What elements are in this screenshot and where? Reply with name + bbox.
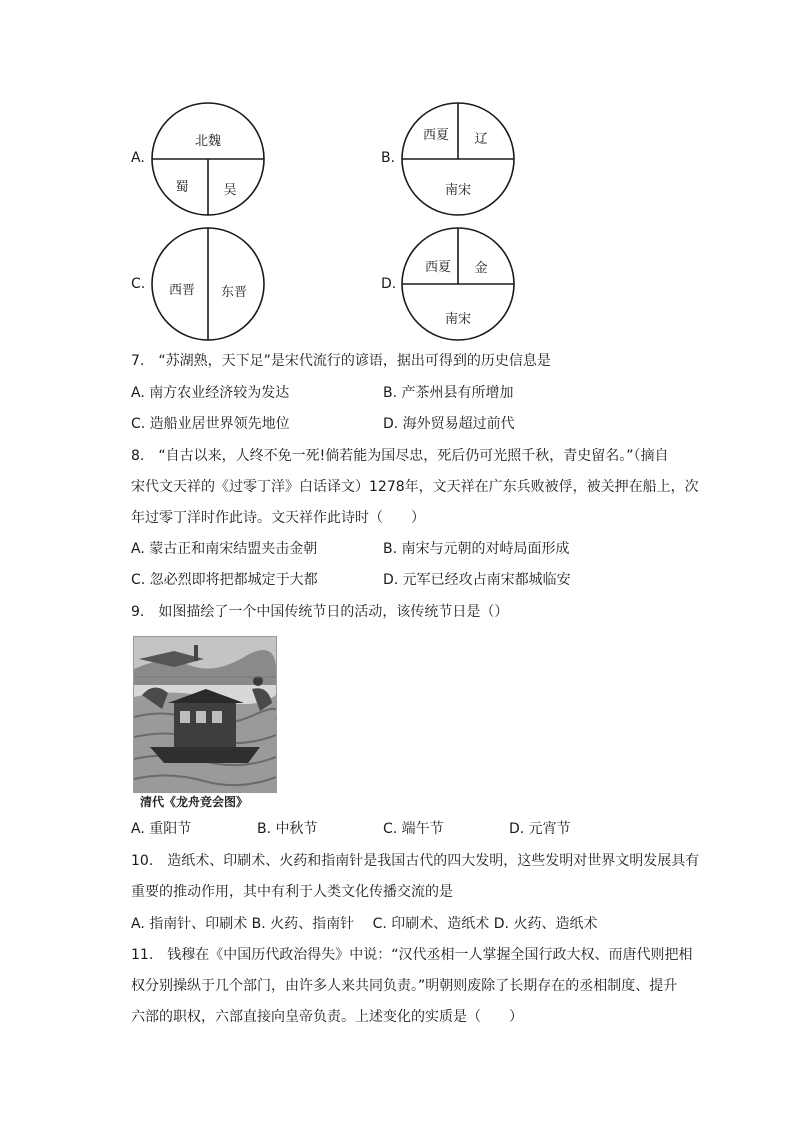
question-8-option-d[interactable]: D. 元军已经攻占南宋都城临安 xyxy=(383,572,571,588)
question-8-stem-line: 年过零丁洋时作此诗。文天祥作此诗时（ ） xyxy=(131,510,425,526)
question-9-option-d[interactable]: D. 元宵节 xyxy=(509,821,571,837)
region-label: 金 xyxy=(474,261,488,276)
question-10-stem-line: 10. 造纸术、印刷术、火药和指南针是我国古代的四大发明，这些发明对世界文明发展具有 xyxy=(131,853,700,869)
question-8-option-b[interactable]: B. 南宋与元朝的对峙局面形成 xyxy=(383,541,570,557)
option-b-diagram xyxy=(400,101,516,217)
question-9-stem: 9. 如图描绘了一个中国传统节日的活动，该传统节日是（） xyxy=(131,604,509,620)
question-7-option-a[interactable]: A. 南方农业经济较为发达 xyxy=(131,385,290,401)
option-d-diagram xyxy=(400,226,516,342)
region-label: 西夏 xyxy=(424,260,452,275)
question-8-stem-line: 宋代文天祥的《过零丁洋》白话译文）1278年，文天祥在广东兵败被俘，被关押在船上，次 xyxy=(131,479,699,495)
question-11-stem-line: 11. 钱穆在《中国历代政治得失》中说：“汉代丞相一人掌握全国行政大权、而唐代则把相 xyxy=(131,947,693,963)
option-c-diagram xyxy=(150,226,266,342)
question-11-stem-line: 六部的职权，六部直接向皇帝负责。上述变化的实质是（ ） xyxy=(131,1009,523,1025)
question-8-option-c[interactable]: C. 忽必烈即将把都城定于大都 xyxy=(131,572,318,588)
region-label: 南宋 xyxy=(444,183,472,198)
option-d-letter: D. xyxy=(381,276,397,292)
question-9-option-c[interactable]: C. 端午节 xyxy=(383,821,444,837)
question-8-option-a[interactable]: A. 蒙古正和南宋结盟夹击金朝 xyxy=(131,541,318,557)
region-label: 东晋 xyxy=(220,285,248,300)
question-8-stem-line: 8. “自古以来，人终不免一死!倘若能为国尽忠，死后仍可光照千秋，青史留名。”（摘自 xyxy=(131,448,669,464)
region-label: 蜀 xyxy=(175,180,189,195)
question-11-stem-line: 权分别操纵于几个部门，由许多人来共同负责。”明朝则废除了长期存在的丞相制度、提升 xyxy=(131,978,678,994)
question-7-option-c[interactable]: C. 造船业居世界领先地位 xyxy=(131,416,290,432)
question-7-option-b[interactable]: B. 产茶州县有所增加 xyxy=(383,385,514,401)
option-c-letter: C. xyxy=(131,276,146,292)
question-7-option-d[interactable]: D. 海外贸易超过前代 xyxy=(383,416,515,432)
option-a-diagram xyxy=(150,101,266,217)
question-7-stem: 7. “苏湖熟，天下足”是宋代流行的谚语，据出可得到的历史信息是 xyxy=(131,353,551,369)
option-b-letter: B. xyxy=(381,150,396,166)
region-label: 西晋 xyxy=(168,283,196,298)
painting-caption: 清代《龙舟竞会图》 xyxy=(140,795,249,809)
question-9-option-a[interactable]: A. 重阳节 xyxy=(131,821,192,837)
region-label: 北魏 xyxy=(194,134,222,149)
question-10-options[interactable]: A. 指南针、印刷术 B. 火药、指南针 C. 印刷术、造纸术 D. 火药、造纸术 xyxy=(131,916,598,932)
question-9-option-b[interactable]: B. 中秋节 xyxy=(257,821,318,837)
region-label: 南宋 xyxy=(444,312,472,327)
question-10-stem-line: 重要的推动作用，其中有利于人类文化传播交流的是 xyxy=(131,884,453,900)
region-label: 吴 xyxy=(223,183,237,198)
region-label: 西夏 xyxy=(422,128,450,143)
option-a-letter: A. xyxy=(131,150,145,166)
dragon-boat-painting xyxy=(133,636,277,793)
region-label: 辽 xyxy=(474,132,488,147)
